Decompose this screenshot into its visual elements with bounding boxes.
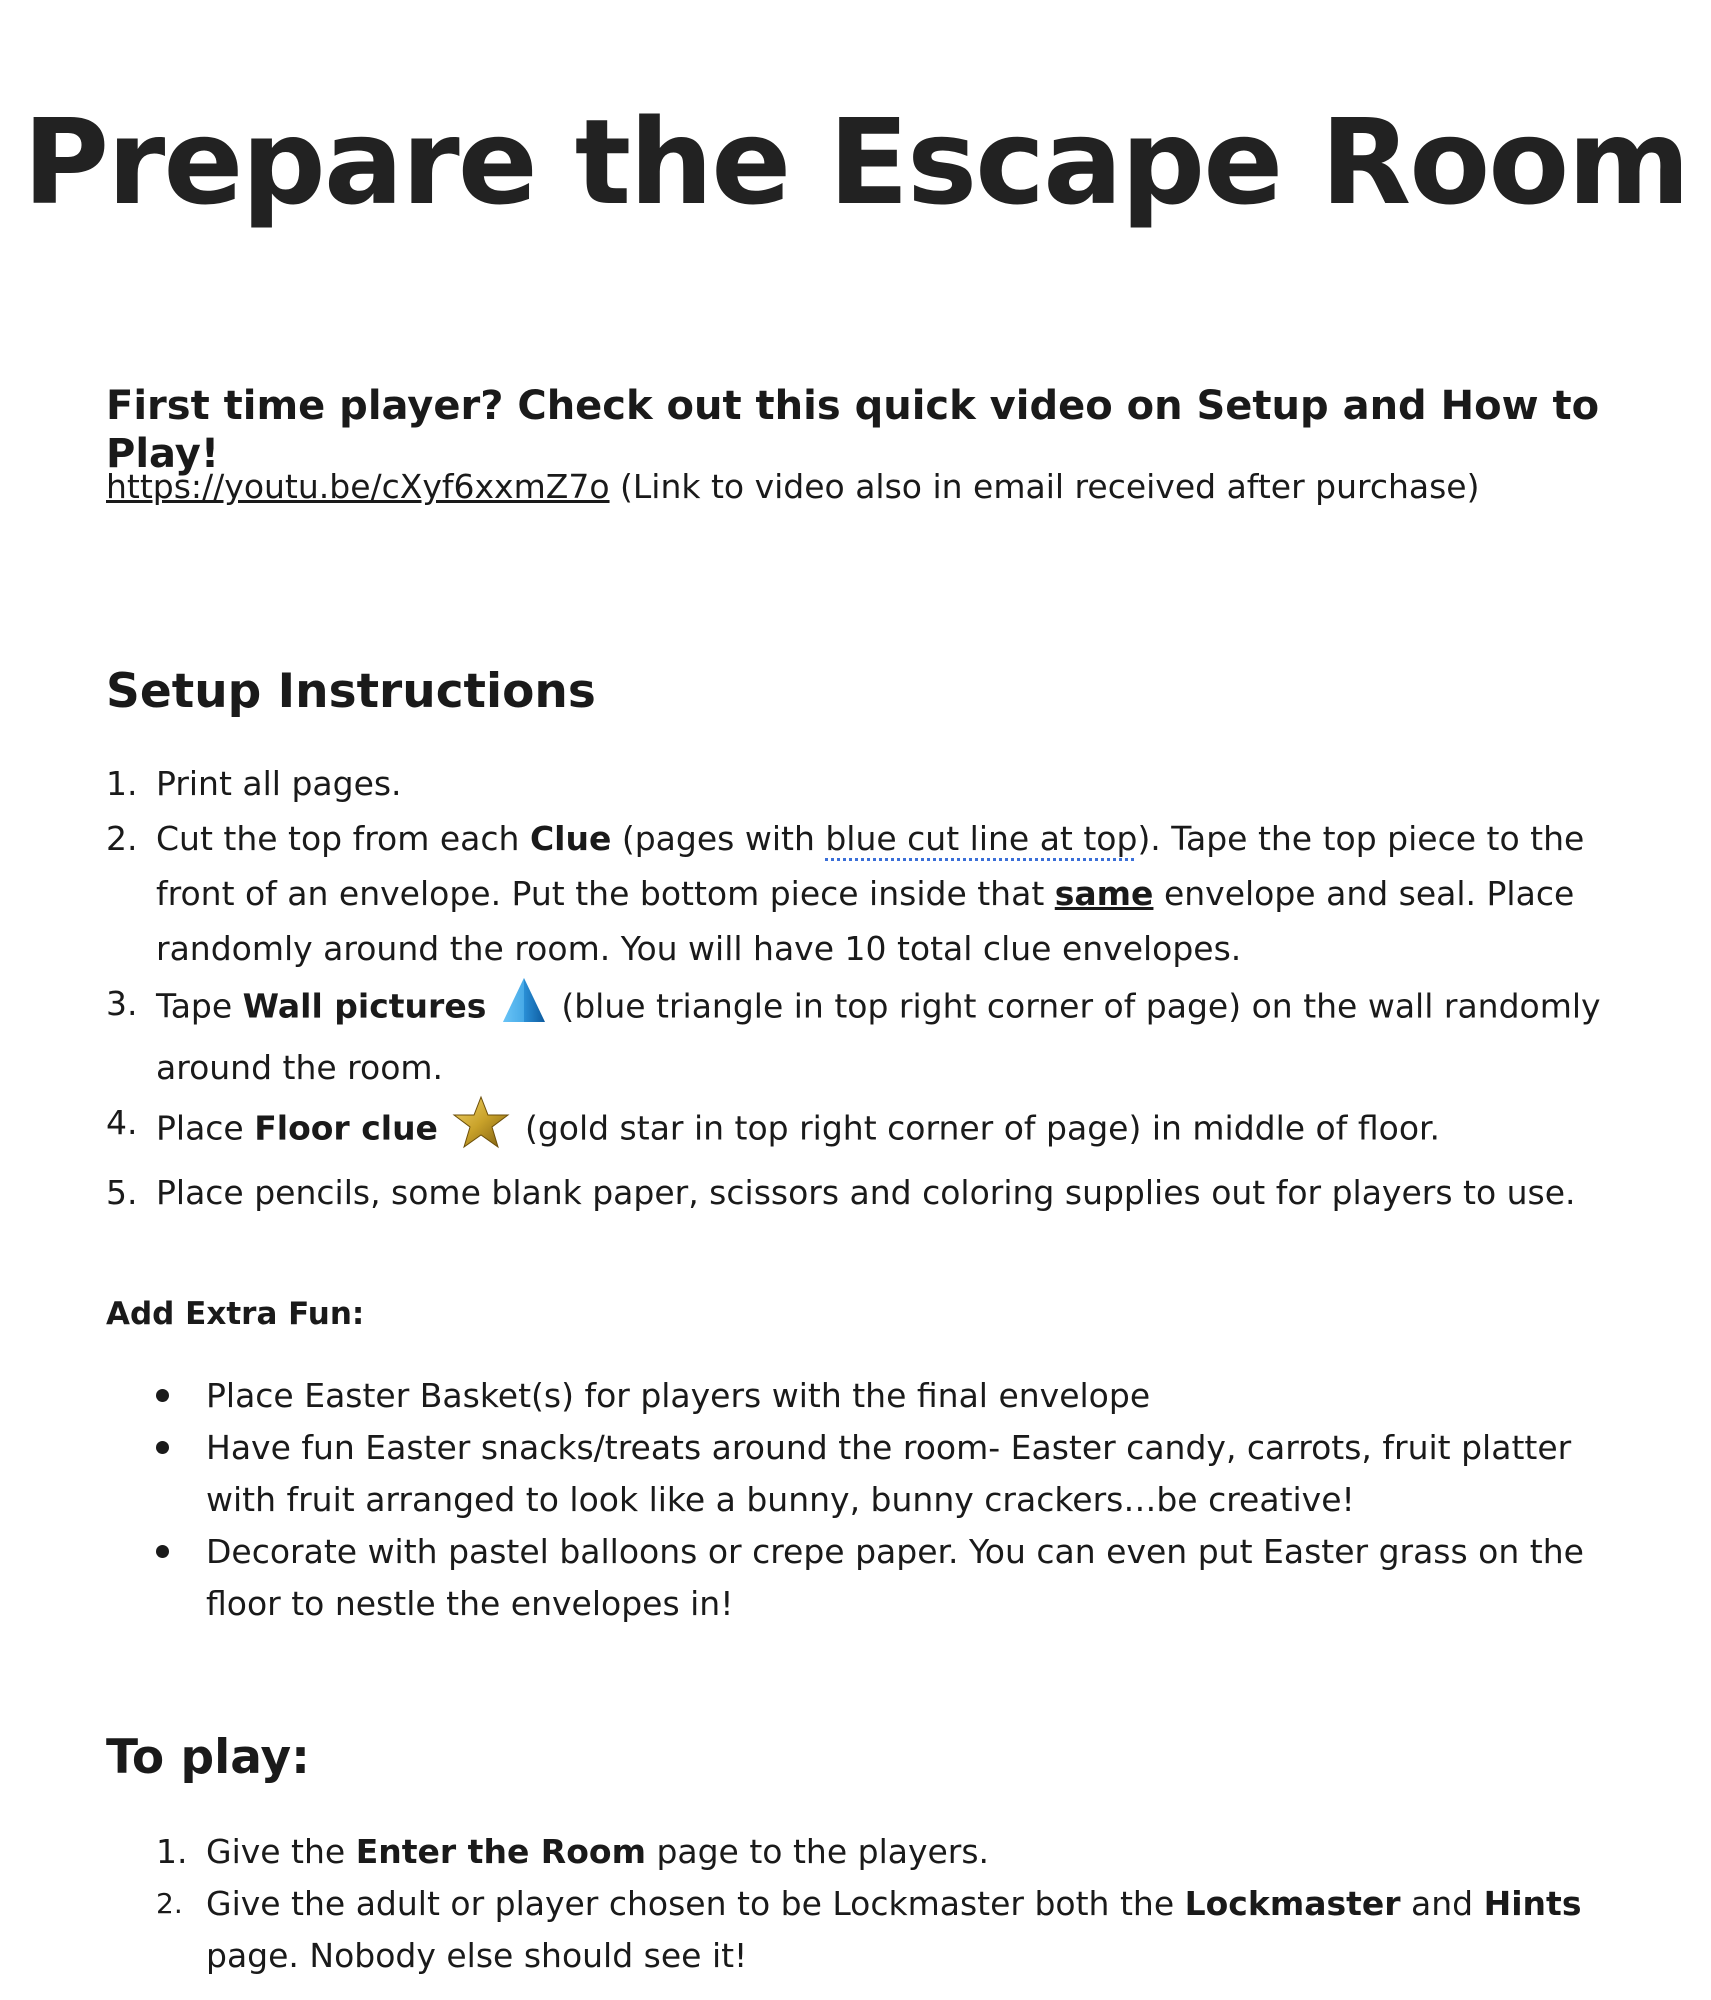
video-link-note: (Link to video also in email received after purchase) [609,467,1480,506]
list-number: 2. [106,819,138,858]
list-item-text: Have fun Easter snacks/treats around the room- Easter candy, carrots, fruit platter with fruit arranged to look like a bunny, bunny crackers…be creative! [206,1428,1572,1519]
list-number: 3. [106,984,138,1023]
video-line [106,466,1646,509]
list-number: 1. [106,764,138,803]
to-play-list [156,1826,1646,1982]
list-item-text: Cut the top from each [156,819,530,858]
setup-item-3 [106,976,1646,1095]
setup-item-2 [106,811,1646,976]
list-item-text: (pages with [611,819,826,858]
list-item [156,1526,1646,1630]
extra-fun-list [156,1370,1646,1630]
setup-list [106,756,1646,1220]
setup-item-1 [106,756,1646,811]
bold-term-floor-clue: Floor clue [254,1108,438,1148]
list-item-text: and [1400,1884,1484,1923]
bullet-icon [156,1441,169,1454]
list-number: 4. [106,1103,138,1142]
list-number: 1. [156,1832,188,1871]
list-item-text: (blue triangle in top right corner of page) on the wall randomly around the room. [156,986,1601,1087]
dotted-underline-text: blue cut line at top [825,819,1138,858]
bullet-icon [156,1545,169,1558]
bullet-icon [156,1389,169,1402]
list-item-text: Tape [156,986,243,1026]
list-item [156,1370,1646,1422]
video-heading: First time player? Check out this quick video on Setup and How to Play! [106,383,1600,477]
bold-term-hints: Hints [1483,1884,1582,1923]
setup-heading: Setup Instructions [106,664,596,719]
play-item-2 [156,1878,1646,1982]
underlined-bold-same: same [1054,874,1154,913]
list-item-text: Give the [206,1832,356,1871]
bold-term-lockmaster: Lockmaster [1184,1884,1401,1923]
page-title: Prepare the Escape Room [22,93,1689,231]
bold-term-enter-the-room: Enter the Room [355,1832,646,1871]
video-link[interactable]: https://youtu.be/cXyf6xxmZ7o [106,467,610,506]
extra-fun-heading: Add Extra Fun: [106,1296,365,1332]
list-item-text: Place pencils, some blank paper, scissors and coloring supplies out for players to use. [156,1173,1576,1212]
gold-star-icon [452,1095,510,1165]
list-item-text: envelope and seal. Place randomly around the room. You will have 10 total clue envelopes. [156,874,1575,968]
list-item [156,1422,1646,1526]
list-item-text: Print all pages. [156,764,402,803]
list-item-text: page to the players. [645,1832,990,1871]
to-play-heading: To play: [106,1730,310,1785]
list-number: 5. [106,1173,138,1212]
list-item-text: ). Tape the top piece to the front of an envelope. Put the bottom piece inside that [156,819,1585,913]
setup-item-5 [106,1165,1646,1220]
list-item-text: page. Nobody else should see it! [206,1936,748,1975]
list-item-text: Place [156,1108,255,1148]
play-item-1 [156,1826,1646,1878]
bold-term-wall-pictures: Wall pictures [242,986,487,1026]
setup-item-4 [106,1095,1646,1165]
list-item-text: Decorate with pastel balloons or crepe paper. You can even put Easter grass on the floor to nestle the envelopes in! [206,1532,1584,1623]
bold-term-clue: Clue [529,819,612,858]
list-item-text: Place Easter Basket(s) for players with the final envelope [206,1376,1151,1415]
blue-triangle-icon [501,976,547,1040]
list-item-text: Give the adult or player chosen to be Lockmaster both the [206,1884,1185,1923]
list-number: 2. [156,1887,183,1920]
list-item-text: (gold star in top right corner of page) in middle of floor. [514,1108,1441,1148]
